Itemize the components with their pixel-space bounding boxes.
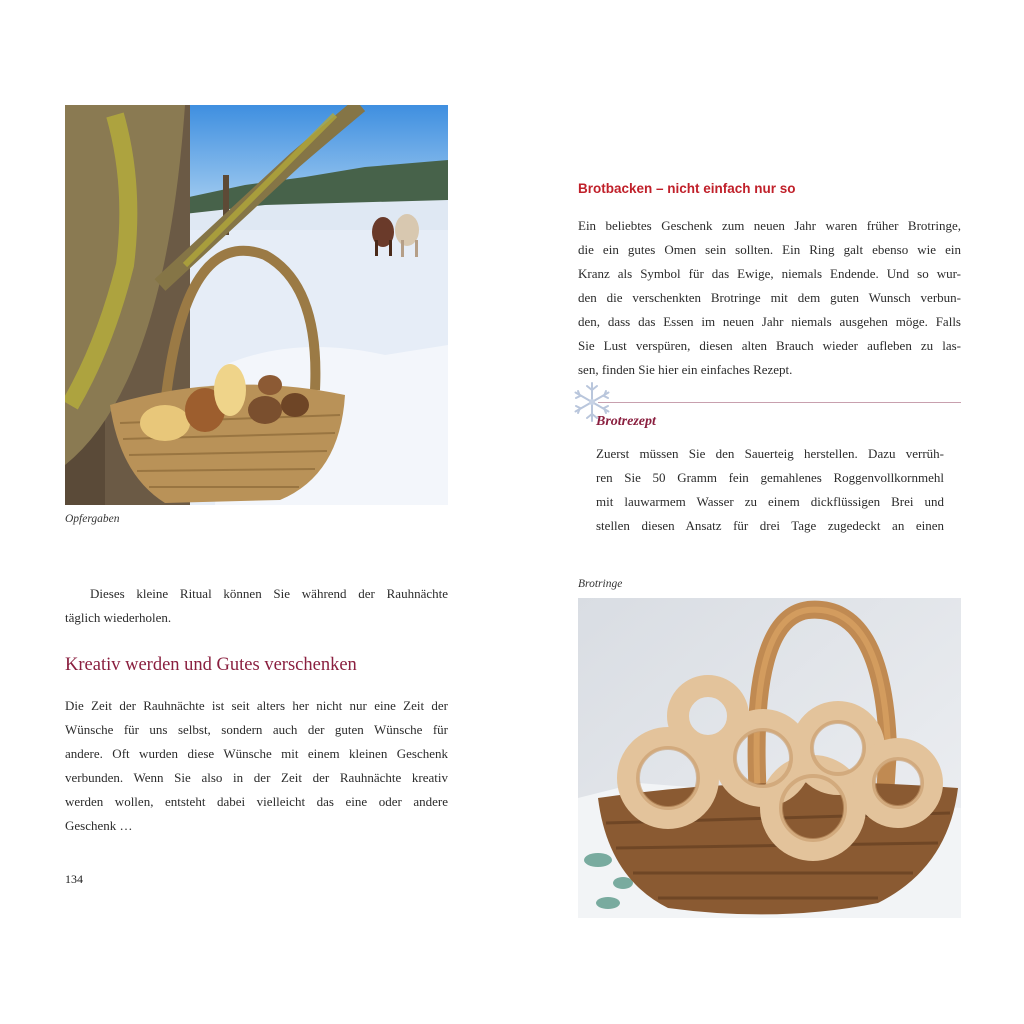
brotringe-photo (578, 598, 961, 918)
paragraph-line: den die verschenkten Brotringe mit dem guten Wunsch verbun- (578, 290, 961, 305)
page-number: 134 (65, 872, 83, 886)
recipe-line: stellen diesen Ansatz für drei Tage zugedeckt an einen (596, 518, 944, 533)
photo-caption-opfergaben: Opfergaben (65, 513, 120, 525)
recipe-divider (598, 402, 961, 403)
brotbacken-paragraph (578, 214, 961, 382)
opfergaben-photo (65, 105, 448, 505)
photo-caption-brotringe: Brotringe (578, 578, 623, 590)
brotringe-image (578, 598, 961, 918)
paragraph-line: Ein beliebtes Geschenk zum neuen Jahr waren früher Brotringe, (578, 218, 961, 233)
paragraph-line: andere. Oft wurden diese Wünsche mit einem kleinen Geschenk (65, 746, 448, 761)
paragraph-line: Kranz als Symbol für das Ewige, niemals Endende. Und so wur- (578, 266, 961, 281)
paragraph-line: verbunden. Wenn Sie also in der Zeit der Rauhnächte kreativ (65, 770, 448, 785)
paragraph-line: Geschenk … (65, 818, 133, 833)
paragraph-line: Sie Lust verspüren, diesen alten Brauch wieder aufleben zu las- (578, 338, 961, 353)
kreativ-paragraph (65, 694, 448, 838)
paragraph-line: Die Zeit der Rauhnächte ist seit alters her nicht nur eine Zeit der (65, 698, 448, 713)
paragraph-line: die ein gutes Omen sein sollten. Ein Ring galt ebenso wie ein (578, 242, 961, 257)
recipe-line: mit lauwarmem Wasser zu einem dickflüssigen Brei und (596, 494, 944, 509)
recipe-line: Zuerst müssen Sie den Sauerteig herstellen. Dazu verrüh- (596, 446, 944, 461)
paragraph-line: sen, finden Sie hier ein einfaches Rezept. (578, 362, 793, 377)
opfergaben-image (65, 105, 448, 505)
paragraph-line: werden wollen, entsteht dabei vielleicht das eine oder andere (65, 794, 448, 809)
paragraph-line: den, dass das Essen im neuen Jahr niemals ausgehen möge. Falls (578, 314, 961, 329)
recipe-line: ren Sie 50 Gramm fein gemahlenes Roggenvollkornmehl (596, 470, 944, 485)
recipe-heading: Brotrezept (596, 414, 656, 429)
recipe-text (596, 442, 944, 538)
intro-paragraph (65, 582, 448, 630)
intro-line: täglich wiederholen. (65, 610, 172, 625)
section-heading-brotbacken: Brotbacken – nicht einfach nur so (578, 181, 796, 196)
intro-line: Dieses kleine Ritual können Sie während der Rauhnächte (90, 586, 448, 601)
paragraph-line: Wünsche für uns selbst, sondern auch der guten Wünsche für (65, 722, 448, 737)
section-heading-kreativ: Kreativ werden und Gutes verschenken (65, 655, 357, 675)
